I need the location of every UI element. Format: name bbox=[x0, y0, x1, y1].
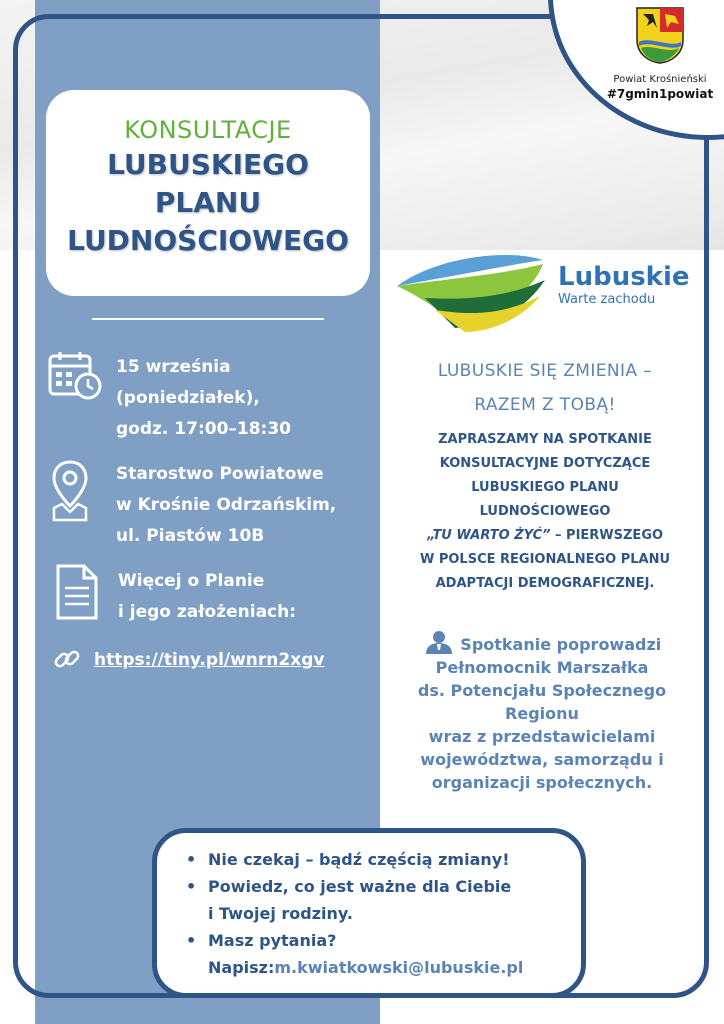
slogan-line-2: RAZEM Z TOBĄ! bbox=[474, 395, 616, 415]
powiat-name: Powiat Krośnieński bbox=[613, 74, 707, 85]
brand-name: Lubuskie bbox=[558, 262, 690, 292]
bullet-dot-icon: • bbox=[186, 850, 197, 869]
title-line-2: LUBUSKIEGO bbox=[107, 148, 309, 181]
plan-name-quote: „TU WARTO ŻYĆ” bbox=[426, 528, 551, 543]
invite-line-6: W POLSCE REGIONALNEGO PLANU bbox=[419, 552, 671, 567]
divider bbox=[92, 318, 324, 320]
place-line-2: w Krośnie Odrzańskim, bbox=[116, 495, 337, 515]
slogan-line-1: LUBUSKIE SIĘ ZMIENIA – bbox=[437, 361, 653, 381]
place-line-3: ul. Piastów 10B bbox=[116, 526, 265, 546]
host-line-2: Pełnomocnik Marszałka bbox=[435, 658, 649, 677]
contact-row bbox=[186, 954, 523, 981]
host-line-7: organizacji społecznych. bbox=[431, 773, 653, 792]
event-date bbox=[116, 352, 291, 445]
title-line-1: KONSULTACJE bbox=[124, 116, 292, 144]
more-line-1: Więcej o Planie bbox=[118, 571, 265, 591]
brand-tagline: Warte zachodu bbox=[558, 292, 656, 307]
host-line-5: wraz z przedstawicielami bbox=[428, 727, 656, 746]
coat-of-arms-icon bbox=[635, 6, 685, 64]
map-pin-icon bbox=[50, 458, 90, 524]
invite-line-5-rest: – PIERWSZEGO bbox=[550, 528, 664, 543]
place-line-1: Starostwo Powiatowe bbox=[116, 464, 324, 484]
host-line-4: Regionu bbox=[505, 704, 579, 723]
bullet-dot-icon: • bbox=[186, 877, 197, 896]
bullet-3: Masz pytania? bbox=[208, 931, 337, 950]
contact-email-link[interactable]: m.kwiatkowski@lubuskie.pl bbox=[274, 958, 524, 977]
invite-line-2: KONSULTACYJNE DOTYCZĄCE bbox=[439, 456, 651, 471]
event-place bbox=[116, 459, 336, 552]
bullet-item bbox=[186, 927, 523, 954]
invite-line-1: ZAPRASZAMY NA SPOTKANIE bbox=[438, 432, 652, 447]
calendar-icon bbox=[48, 350, 104, 402]
date-line-1: 15 września bbox=[116, 357, 231, 377]
more-line-2: i jego założeniach: bbox=[118, 602, 297, 622]
bullet-1: Nie czekaj – bądź częścią zmiany! bbox=[208, 850, 510, 869]
host-line-3: ds. Potencjału Społecznego bbox=[417, 681, 667, 700]
bullet-item bbox=[186, 846, 523, 873]
person-icon bbox=[423, 630, 455, 654]
powiat-logo bbox=[600, 6, 720, 106]
bullet-item-continuation bbox=[186, 900, 523, 927]
write-label: Napisz: bbox=[208, 958, 275, 977]
host-line-6: województwa, samorządu i bbox=[420, 750, 664, 769]
invite-line-3: LUBUSKIEGO PLANU bbox=[471, 480, 619, 495]
host-line-1 bbox=[392, 630, 692, 656]
hashtag: #7gmin1powiat bbox=[606, 87, 714, 101]
bullet-2-line-2: i Twojej rodziny. bbox=[208, 904, 353, 923]
title-card bbox=[46, 90, 370, 296]
date-line-2: (poniedziałek), bbox=[116, 388, 260, 408]
invite-line-4: LUDNOŚCIOWEGO bbox=[479, 504, 611, 519]
slogan bbox=[395, 354, 695, 422]
document-icon bbox=[54, 562, 100, 622]
title-line-3: PLANU bbox=[154, 186, 262, 219]
callout-bullets bbox=[186, 846, 523, 981]
bullet-dot-icon: • bbox=[186, 931, 197, 950]
more-info bbox=[118, 566, 296, 628]
invitation-text bbox=[385, 428, 705, 596]
plan-link[interactable]: https://tiny.pl/wnrn2xgv bbox=[94, 650, 325, 670]
link-icon bbox=[52, 644, 82, 674]
bullet-2: Powiedz, co jest ważne dla Ciebie bbox=[208, 877, 512, 896]
bullet-item bbox=[186, 873, 523, 900]
host-line-1-text: Spotkanie poprowadzi bbox=[460, 635, 662, 654]
host-info bbox=[392, 630, 692, 794]
invite-line-7: ADAPTACJI DEMOGRAFICZNEJ. bbox=[435, 576, 655, 591]
title-line-4: LUDNOŚCIOWEGO bbox=[67, 224, 349, 257]
date-line-3: godz. 17:00–18:30 bbox=[116, 419, 292, 439]
invite-line-5 bbox=[385, 524, 705, 548]
